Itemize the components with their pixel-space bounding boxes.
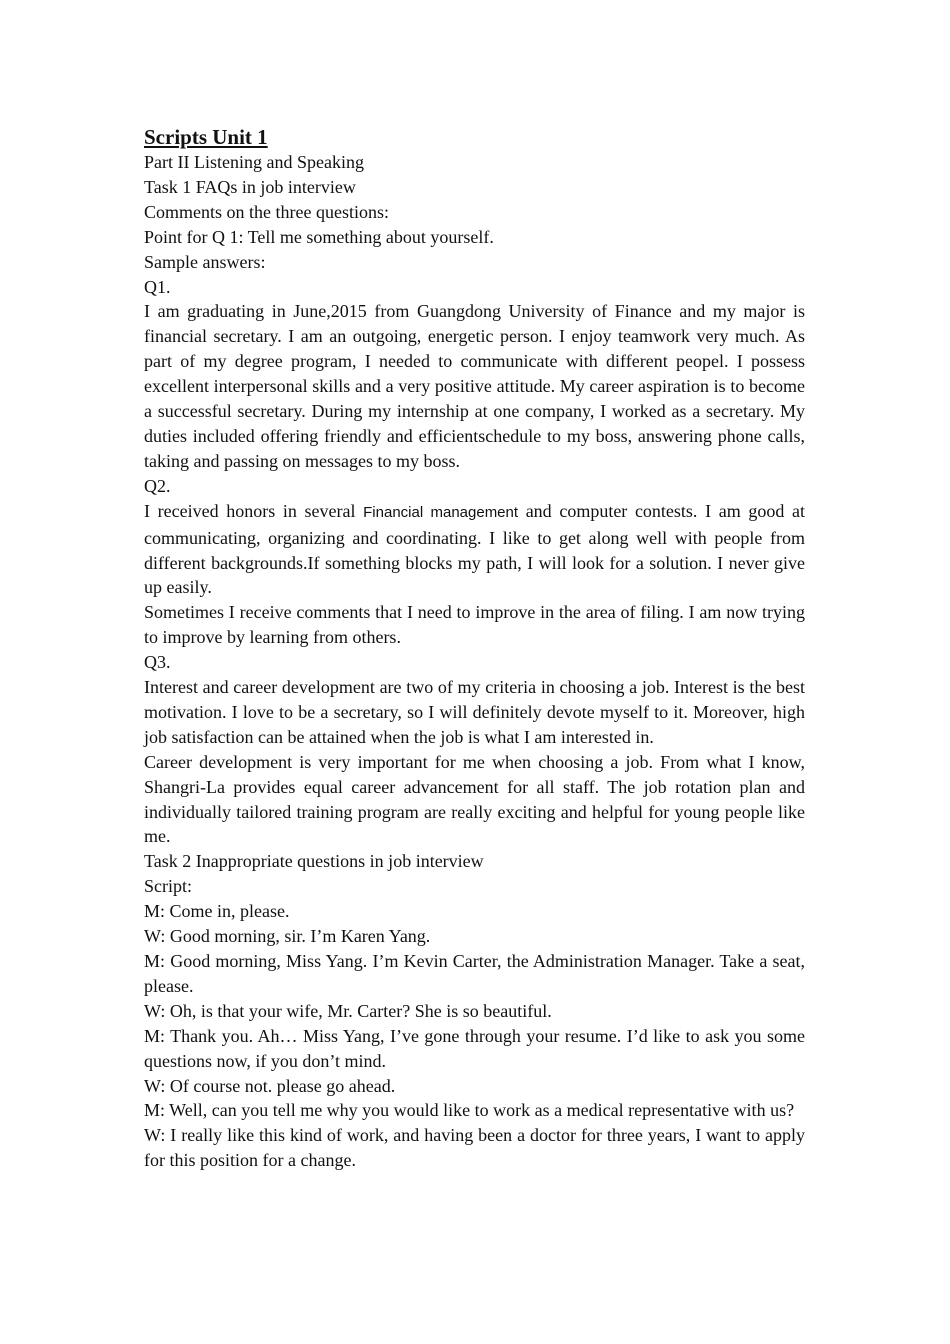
- dialogue-line: W: Good morning, sir. I’m Karen Yang.: [144, 926, 431, 947]
- script-label: Script:: [144, 876, 192, 897]
- document-page: [144, 124, 805, 1173]
- text-line: Point for Q 1: Tell me something about yourself.: [144, 226, 494, 247]
- task-heading: Task 1 FAQs in job interview: [144, 176, 356, 197]
- task-heading: Task 2 Inappropriate questions in job interview: [144, 851, 484, 872]
- section-heading: Part II Listening and Speaking: [144, 152, 364, 172]
- dialogue-line: M: Well, can you tell me why you would like to work as a medical representative with us?: [144, 1100, 795, 1121]
- question-label: Q2.: [144, 475, 171, 496]
- text-span: I received honors in several: [144, 500, 364, 521]
- answer-paragraph: [144, 499, 805, 601]
- document-title: Scripts Unit 1: [144, 125, 268, 149]
- answer-paragraph: I am graduating in June,2015 from Guangdong University of Finance and my major is financial secretary. I am an outgoing, energetic person. I enjoy teamwork very much. As part of my degree program, I needed to communicate with different peopel. I possess excellent interpersonal skills and a very positive attitude. My career aspiration is to become a successful secretary. During my internship at one company, I worked as a secretary. My duties included offering friendly and efficientschedule to my boss, answering phone calls, taking and passing on messages to my boss.: [144, 301, 805, 471]
- dialogue-line: W: Of course not. please go ahead.: [144, 1075, 396, 1096]
- question-label: Q3.: [144, 652, 171, 673]
- text-span: Financial management: [363, 503, 519, 521]
- dialogue-line: M: Thank you. Ah… Miss Yang, I’ve gone through your resume. I’d like to ask you some questions now, if you don’t mind.: [144, 1025, 805, 1071]
- answer-paragraph: Career development is very important for me when choosing a job. From what I know, Shangri-La provides equal career advancement for all staff. The job rotation plan and individually tailored training program are really exciting and helpful for young people like me.: [144, 751, 805, 847]
- question-label: Q1.: [144, 276, 171, 297]
- text-line: Sample answers:: [144, 251, 266, 272]
- dialogue-line: W: Oh, is that your wife, Mr. Carter? She is so beautiful.: [144, 1000, 552, 1021]
- text-span: and computer contests. I am good at communicating, organizing and coordinating. I like to get along well with people from different backgrounds.If something blocks my path, I will look for a solution. I never give up easily.: [144, 500, 805, 598]
- dialogue-line: M: Come in, please.: [144, 901, 290, 922]
- answer-paragraph: Interest and career development are two of my criteria in choosing a job. Interest is the best motivation. I love to be a secretary, so I will definitely devote myself to it. Moreover, high job satisfaction can be attained when the job is what I am interested in.: [144, 677, 805, 747]
- text-line: Comments on the three questions:: [144, 201, 389, 222]
- dialogue-line: W: I really like this kind of work, and having been a doctor for three years, I want to apply for this position for a change.: [144, 1125, 805, 1171]
- dialogue-line: M: Good morning, Miss Yang. I’m Kevin Carter, the Administration Manager. Take a seat, please.: [144, 951, 805, 996]
- answer-paragraph: Sometimes I receive comments that I need to improve in the area of filing. I am now trying to improve by learning from others.: [144, 602, 805, 648]
